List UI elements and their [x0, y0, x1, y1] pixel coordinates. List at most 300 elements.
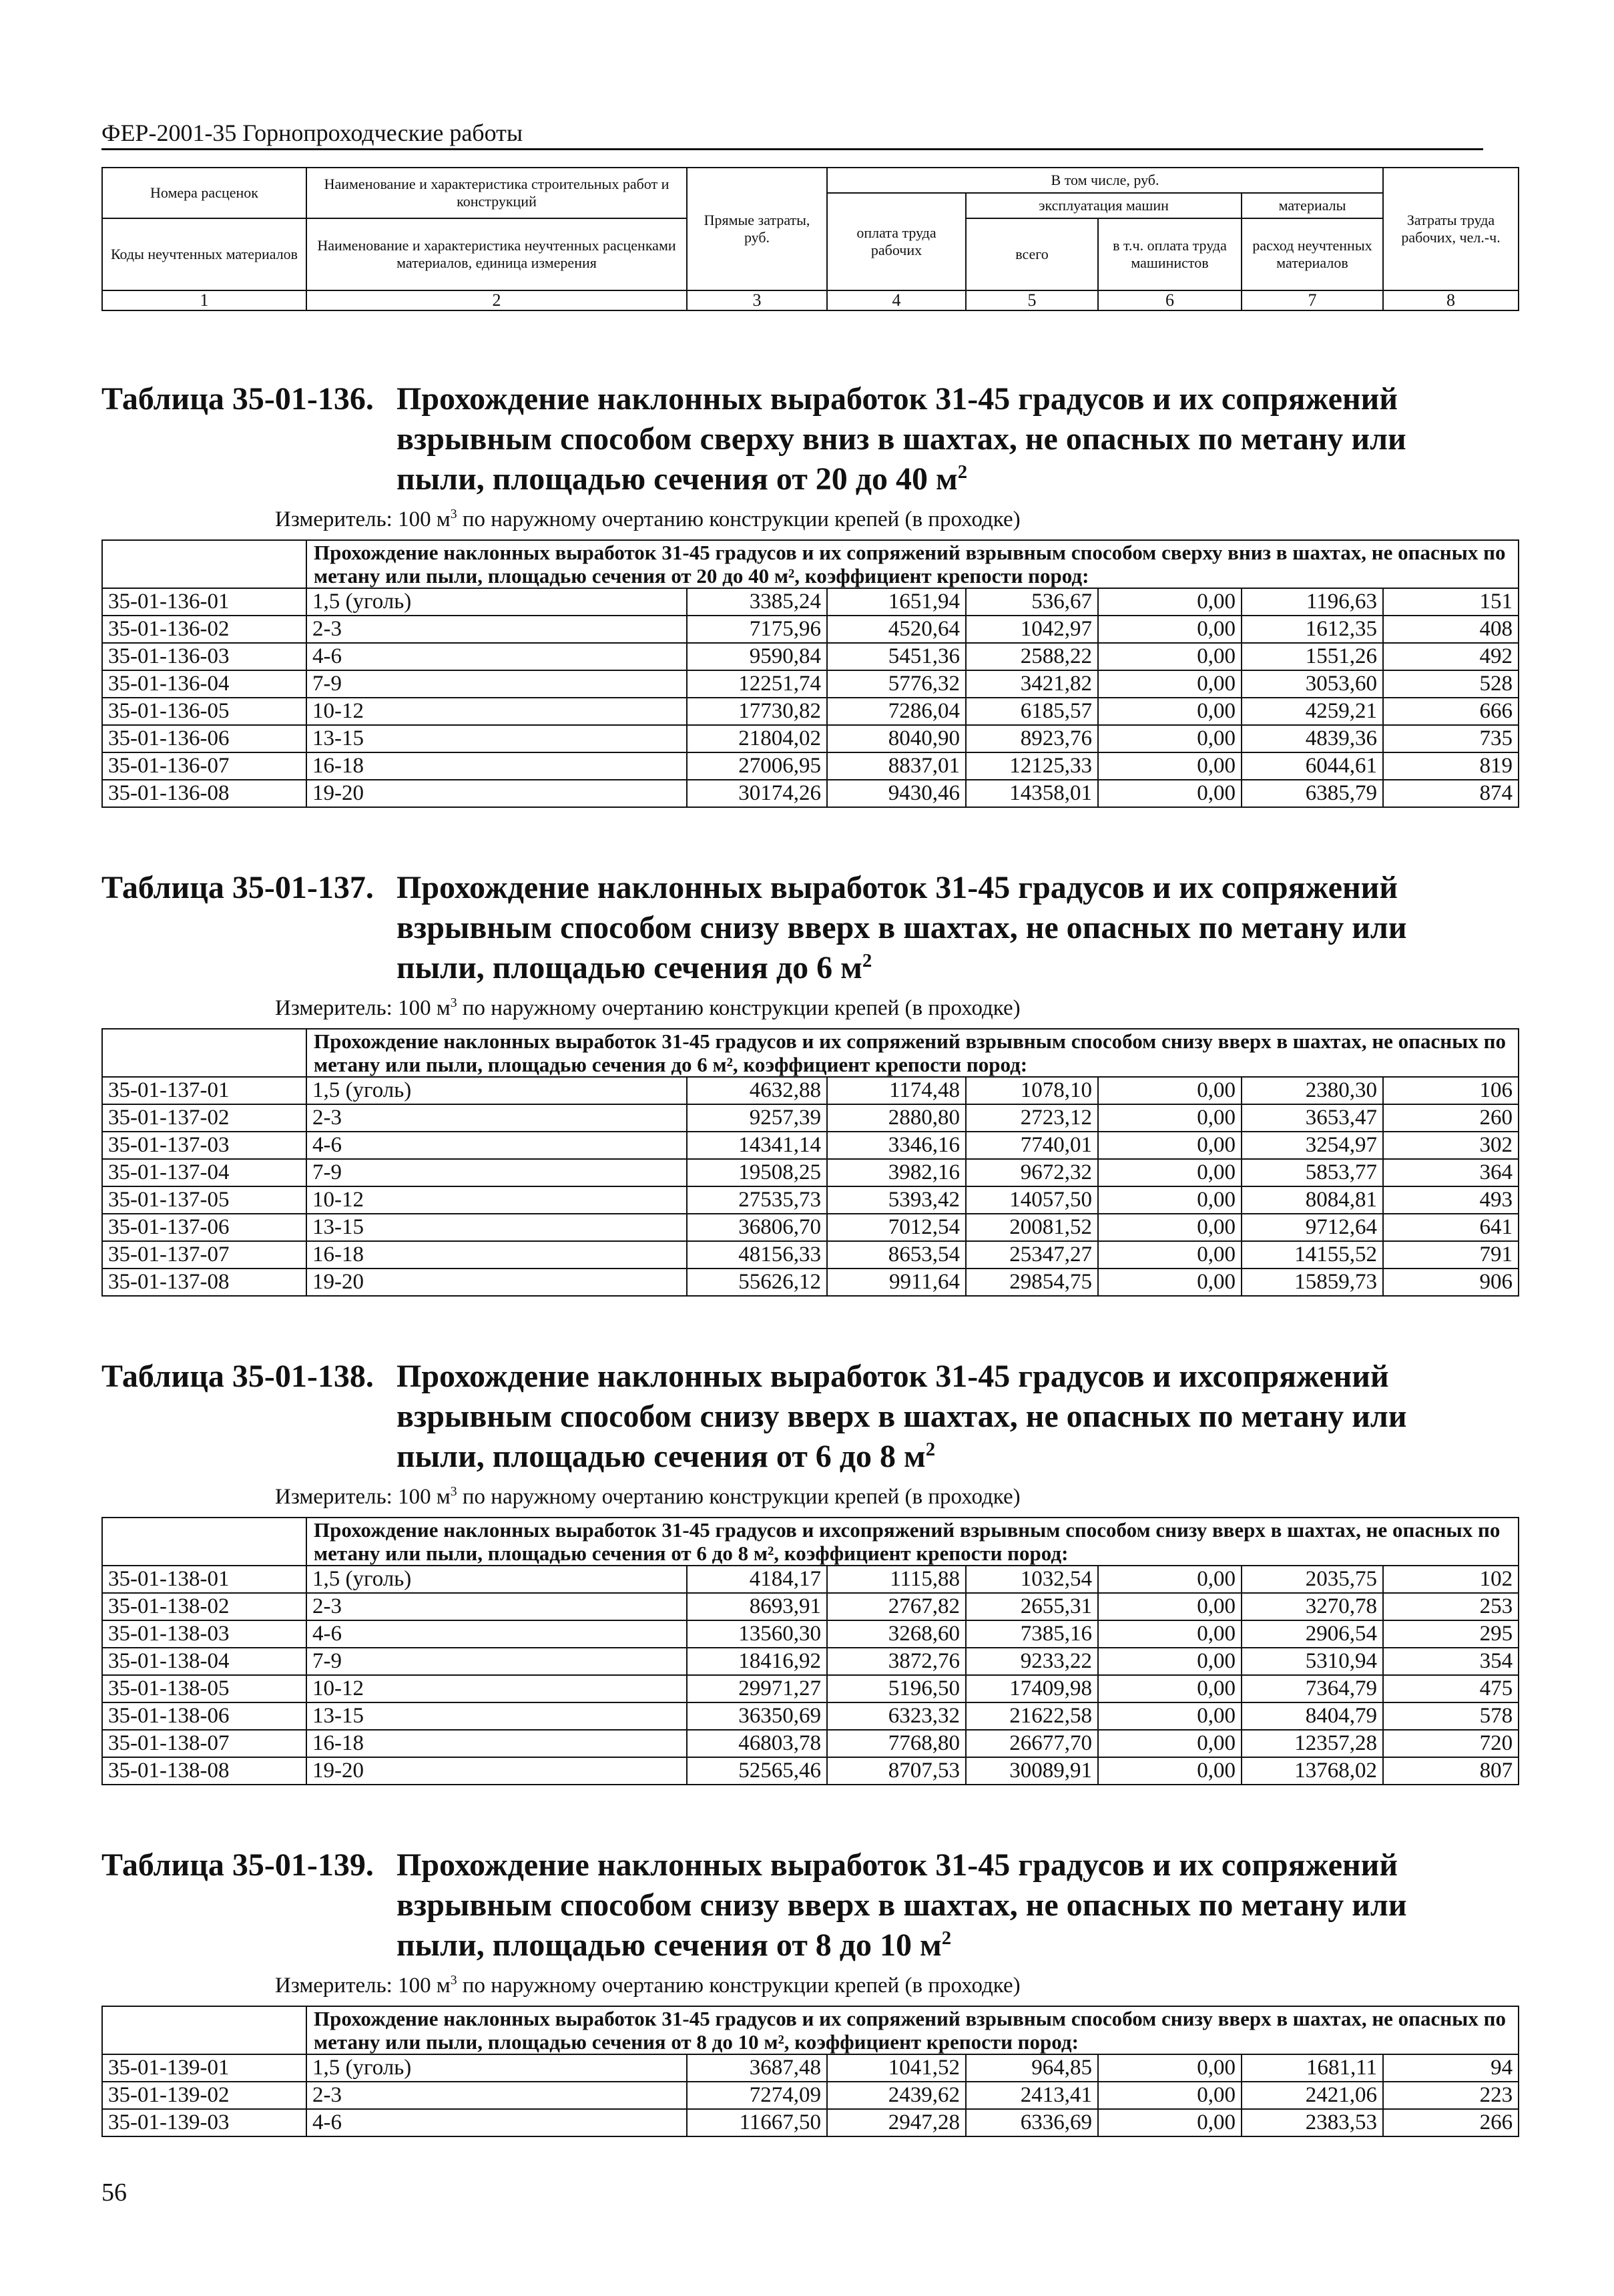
materials: 3053,60: [1242, 670, 1383, 698]
hardness-range: 1,5 (уголь): [306, 2054, 687, 2082]
table-number: Таблица 35-01-137.: [101, 870, 374, 905]
measure-unit: [275, 1974, 1021, 1998]
table-row: [102, 1159, 1519, 1186]
machines-total: 21622,58: [966, 1702, 1098, 1730]
rate-code: 35-01-138-03: [102, 1620, 306, 1648]
table-row: [102, 1730, 1519, 1757]
direct-costs: 4632,88: [687, 1077, 827, 1104]
header-labor-pay: оплата труда рабочих: [827, 193, 966, 290]
direct-costs: 36806,70: [687, 1214, 827, 1241]
machines-operators-pay: 0,00: [1098, 670, 1242, 698]
machines-operators-pay: 0,00: [1098, 1132, 1242, 1159]
labor-hours: 253: [1383, 1593, 1519, 1620]
machines-total: 9233,22: [966, 1648, 1098, 1675]
machines-operators-pay: 0,00: [1098, 1620, 1242, 1648]
machines-total: 3421,82: [966, 670, 1098, 698]
hardness-range: 13-15: [306, 725, 687, 752]
rate-code: 35-01-136-07: [102, 752, 306, 780]
machines-operators-pay: 0,00: [1098, 1159, 1242, 1186]
labor-pay: 8707,53: [827, 1757, 966, 1785]
direct-costs: 9257,39: [687, 1104, 827, 1132]
machines-total: 1078,10: [966, 1077, 1098, 1104]
table-row: [102, 616, 1519, 643]
machines-operators-pay: 0,00: [1098, 1077, 1242, 1104]
materials: 2906,54: [1242, 1620, 1383, 1648]
machines-total: 2413,41: [966, 2082, 1098, 2109]
header-number: 4: [827, 290, 966, 310]
direct-costs: 55626,12: [687, 1269, 827, 1296]
machines-total: 30089,91: [966, 1757, 1098, 1785]
labor-pay: 3268,60: [827, 1620, 966, 1648]
group-empty-cell: [102, 1518, 306, 1566]
machines-total: 14358,01: [966, 780, 1098, 807]
table-number: Таблица 35-01-139.: [101, 1847, 374, 1883]
table-row: [102, 1648, 1519, 1675]
rate-code: 35-01-136-03: [102, 643, 306, 670]
measure-unit: [275, 996, 1021, 1021]
machines-total: 17409,98: [966, 1675, 1098, 1702]
labor-pay: 3872,76: [827, 1648, 966, 1675]
header-number: 8: [1383, 290, 1519, 310]
materials: 14155,52: [1242, 1241, 1383, 1269]
header-number: 6: [1098, 290, 1242, 310]
direct-costs: 7274,09: [687, 2082, 827, 2109]
group-row: [102, 1518, 1519, 1566]
rate-code: 35-01-138-05: [102, 1675, 306, 1702]
hardness-range: 4-6: [306, 643, 687, 670]
table-row: [102, 1269, 1519, 1296]
materials: 2421,06: [1242, 2082, 1383, 2109]
direct-costs: 21804,02: [687, 725, 827, 752]
rate-code: 35-01-138-07: [102, 1730, 306, 1757]
group-empty-cell: [102, 2006, 306, 2054]
rate-code: 35-01-137-02: [102, 1104, 306, 1132]
machines-operators-pay: 0,00: [1098, 643, 1242, 670]
machines-total: 1042,97: [966, 616, 1098, 643]
rate-code: 35-01-138-01: [102, 1566, 306, 1593]
table-row: [102, 1620, 1519, 1648]
labor-hours: 302: [1383, 1132, 1519, 1159]
labor-pay: 5776,32: [827, 670, 966, 698]
machines-operators-pay: 0,00: [1098, 2109, 1242, 2136]
measure-suffix: по наружному очертанию конструкции крепей (в проходке): [457, 1974, 1021, 1998]
direct-costs: 3687,48: [687, 2054, 827, 2082]
materials: 2035,75: [1242, 1566, 1383, 1593]
labor-pay: 3346,16: [827, 1132, 966, 1159]
machines-operators-pay: 0,00: [1098, 588, 1242, 616]
machines-operators-pay: 0,00: [1098, 1104, 1242, 1132]
materials: 1196,63: [1242, 588, 1383, 616]
machines-total: 6185,57: [966, 698, 1098, 725]
table-row: [102, 698, 1519, 725]
table-row: [102, 643, 1519, 670]
materials: 6385,79: [1242, 780, 1383, 807]
direct-costs: 7175,96: [687, 616, 827, 643]
machines-operators-pay: 0,00: [1098, 1186, 1242, 1214]
header-number: 7: [1242, 290, 1383, 310]
direct-costs: 9590,84: [687, 643, 827, 670]
hardness-range: 19-20: [306, 1757, 687, 1785]
machines-total: 9672,32: [966, 1159, 1098, 1186]
hardness-range: 19-20: [306, 1269, 687, 1296]
labor-hours: 266: [1383, 2109, 1519, 2136]
labor-pay: 5451,36: [827, 643, 966, 670]
table-title-superscript: 2: [862, 950, 872, 971]
labor-hours: 791: [1383, 1241, 1519, 1269]
table-row: [102, 1675, 1519, 1702]
machines-operators-pay: 0,00: [1098, 2054, 1242, 2082]
table-row: [102, 1757, 1519, 1785]
machines-operators-pay: 0,00: [1098, 698, 1242, 725]
labor-pay: 9911,64: [827, 1269, 966, 1296]
labor-pay: 2767,82: [827, 1593, 966, 1620]
table-row: [102, 1132, 1519, 1159]
table-title: [101, 868, 1490, 985]
machines-total: 8923,76: [966, 725, 1098, 752]
labor-hours: 223: [1383, 2082, 1519, 2109]
labor-pay: 6323,32: [827, 1702, 966, 1730]
labor-hours: 528: [1383, 670, 1519, 698]
header-material-name: Наименование и характеристика неучтенных расценками материалов, единица измерения: [306, 218, 687, 290]
labor-hours: 260: [1383, 1104, 1519, 1132]
machines-operators-pay: 0,00: [1098, 1730, 1242, 1757]
machines-total: 26677,70: [966, 1730, 1098, 1757]
materials: 3270,78: [1242, 1593, 1383, 1620]
direct-costs: 14341,14: [687, 1132, 827, 1159]
hardness-range: 7-9: [306, 670, 687, 698]
measure-prefix: Измеритель: 100 м: [275, 996, 451, 1020]
measure-superscript: 3: [450, 1973, 457, 1988]
measure-prefix: Измеритель: 100 м: [275, 1485, 451, 1509]
materials: 9712,64: [1242, 1214, 1383, 1241]
labor-pay: 7768,80: [827, 1730, 966, 1757]
labor-pay: 1651,94: [827, 588, 966, 616]
header-number: 2: [306, 290, 687, 310]
table-row: [102, 588, 1519, 616]
labor-pay: 2880,80: [827, 1104, 966, 1132]
direct-costs: 4184,17: [687, 1566, 827, 1593]
header-work-name: Наименование и характеристика строительных работ и конструкций: [306, 168, 687, 218]
column-header-table: [101, 167, 1519, 311]
labor-hours: 492: [1383, 643, 1519, 670]
direct-costs: 13560,30: [687, 1620, 827, 1648]
measure-superscript: 3: [450, 1484, 457, 1499]
machines-total: 2723,12: [966, 1104, 1098, 1132]
machines-total: 20081,52: [966, 1214, 1098, 1241]
machines-total: 14057,50: [966, 1186, 1098, 1214]
group-row: [102, 540, 1519, 588]
materials: 2383,53: [1242, 2109, 1383, 2136]
labor-pay: 7012,54: [827, 1214, 966, 1241]
machines-operators-pay: 0,00: [1098, 616, 1242, 643]
hardness-range: 13-15: [306, 1702, 687, 1730]
hardness-range: 1,5 (уголь): [306, 1077, 687, 1104]
labor-pay: 5196,50: [827, 1675, 966, 1702]
table-row: [102, 1566, 1519, 1593]
header-number: 3: [687, 290, 827, 310]
table-row: [102, 752, 1519, 780]
header-materials-unaccounted: расход неучтенных материалов: [1242, 218, 1383, 290]
rate-code: 35-01-138-04: [102, 1648, 306, 1675]
rate-code: 35-01-137-03: [102, 1132, 306, 1159]
direct-costs: 12251,74: [687, 670, 827, 698]
labor-pay: 4520,64: [827, 616, 966, 643]
machines-operators-pay: 0,00: [1098, 725, 1242, 752]
table-row: [102, 1593, 1519, 1620]
hardness-range: 2-3: [306, 2082, 687, 2109]
rate-table: [101, 2006, 1519, 2137]
header-number: 1: [102, 290, 306, 310]
hardness-range: 4-6: [306, 2109, 687, 2136]
hardness-range: 2-3: [306, 1104, 687, 1132]
table-row: [102, 780, 1519, 807]
hardness-range: 13-15: [306, 1214, 687, 1241]
group-heading: Прохождение наклонных выработок 31-45 градусов и ихсопряжений взрывным способом снизу вверх в шахтах, не опасных по метану или пыли, площадью сечения от 6 до 8 м², коэффициент крепости пород:: [306, 1518, 1519, 1566]
materials: 3653,47: [1242, 1104, 1383, 1132]
measure-suffix: по наружному очертанию конструкции крепей (в проходке): [457, 507, 1021, 531]
labor-hours: 94: [1383, 2054, 1519, 2082]
rate-table: [101, 1028, 1519, 1297]
labor-hours: 106: [1383, 1077, 1519, 1104]
labor-pay: 7286,04: [827, 698, 966, 725]
table-number: Таблица 35-01-138.: [101, 1359, 374, 1394]
direct-costs: 17730,82: [687, 698, 827, 725]
table-title-text: [396, 379, 1485, 499]
machines-operators-pay: 0,00: [1098, 1675, 1242, 1702]
labor-hours: 475: [1383, 1675, 1519, 1702]
labor-pay: 2947,28: [827, 2109, 966, 2136]
direct-costs: 52565,46: [687, 1757, 827, 1785]
direct-costs: 11667,50: [687, 2109, 827, 2136]
rate-table: [101, 1517, 1519, 1785]
table-row: [102, 725, 1519, 752]
hardness-range: 4-6: [306, 1132, 687, 1159]
hardness-range: 16-18: [306, 752, 687, 780]
labor-pay: 9430,46: [827, 780, 966, 807]
labor-pay: 1174,48: [827, 1077, 966, 1104]
table-row: [102, 2082, 1519, 2109]
hardness-range: 10-12: [306, 1675, 687, 1702]
measure-superscript: 3: [450, 507, 457, 521]
materials: 1681,11: [1242, 2054, 1383, 2082]
machines-total: 29854,75: [966, 1269, 1098, 1296]
direct-costs: 18416,92: [687, 1648, 827, 1675]
direct-costs: 46803,78: [687, 1730, 827, 1757]
rate-code: 35-01-139-02: [102, 2082, 306, 2109]
machines-operators-pay: 0,00: [1098, 1593, 1242, 1620]
labor-hours: 151: [1383, 588, 1519, 616]
machines-total: 7385,16: [966, 1620, 1098, 1648]
group-row: [102, 2006, 1519, 2054]
table-title-superscript: 2: [925, 1439, 936, 1460]
measure-prefix: Измеритель: 100 м: [275, 507, 451, 531]
labor-hours: 720: [1383, 1730, 1519, 1757]
materials: 4839,36: [1242, 725, 1383, 752]
direct-costs: 29971,27: [687, 1675, 827, 1702]
machines-total: 1032,54: [966, 1566, 1098, 1593]
rate-code: 35-01-136-06: [102, 725, 306, 752]
header-including: В том числе, руб.: [827, 168, 1383, 193]
table-title: [101, 379, 1490, 497]
machines-total: 964,85: [966, 2054, 1098, 2082]
direct-costs: 30174,26: [687, 780, 827, 807]
hardness-range: 10-12: [306, 1186, 687, 1214]
labor-hours: 906: [1383, 1269, 1519, 1296]
labor-hours: 408: [1383, 616, 1519, 643]
rate-code: 35-01-138-02: [102, 1593, 306, 1620]
machines-total: 25347,27: [966, 1241, 1098, 1269]
machines-total: 536,67: [966, 588, 1098, 616]
header-rate-numbers: Номера расценок: [102, 168, 306, 218]
machines-operators-pay: 0,00: [1098, 752, 1242, 780]
table-row: [102, 1241, 1519, 1269]
labor-pay: 1041,52: [827, 2054, 966, 2082]
group-empty-cell: [102, 540, 306, 588]
group-heading: Прохождение наклонных выработок 31-45 градусов и их сопряжений взрывным способом снизу вверх в шахтах, не опасных по метану или пыли, площадью сечения от 8 до 10 м², коэффициент крепости пород:: [306, 2006, 1519, 2054]
hardness-range: 1,5 (уголь): [306, 588, 687, 616]
group-empty-cell: [102, 1029, 306, 1077]
labor-hours: 295: [1383, 1620, 1519, 1648]
labor-hours: 364: [1383, 1159, 1519, 1186]
materials: 6044,61: [1242, 752, 1383, 780]
table-title-text: [396, 1357, 1485, 1477]
table-row: [102, 2109, 1519, 2136]
page-number: 56: [101, 2178, 127, 2207]
hardness-range: 7-9: [306, 1648, 687, 1675]
materials: 1551,26: [1242, 643, 1383, 670]
rate-code: 35-01-138-06: [102, 1702, 306, 1730]
machines-operators-pay: 0,00: [1098, 1757, 1242, 1785]
table-row: [102, 1186, 1519, 1214]
table-row: [102, 1702, 1519, 1730]
direct-costs: 8693,91: [687, 1593, 827, 1620]
materials: 1612,35: [1242, 616, 1383, 643]
machines-operators-pay: 0,00: [1098, 780, 1242, 807]
table-number: Таблица 35-01-136.: [101, 381, 374, 417]
labor-pay: 1115,88: [827, 1566, 966, 1593]
rate-code: 35-01-138-08: [102, 1757, 306, 1785]
labor-hours: 354: [1383, 1648, 1519, 1675]
hardness-range: 7-9: [306, 1159, 687, 1186]
table-row: [102, 1104, 1519, 1132]
header-machines: эксплуатация машин: [966, 193, 1242, 218]
rate-code: 35-01-136-08: [102, 780, 306, 807]
materials: 7364,79: [1242, 1675, 1383, 1702]
labor-pay: 2439,62: [827, 2082, 966, 2109]
rate-code: 35-01-139-03: [102, 2109, 306, 2136]
measure-superscript: 3: [450, 995, 457, 1010]
materials: 13768,02: [1242, 1757, 1383, 1785]
materials: 4259,21: [1242, 698, 1383, 725]
measure-prefix: Измеритель: 100 м: [275, 1974, 451, 1998]
machines-operators-pay: 0,00: [1098, 1269, 1242, 1296]
group-row: [102, 1029, 1519, 1077]
hardness-range: 2-3: [306, 1593, 687, 1620]
hardness-range: 16-18: [306, 1241, 687, 1269]
machines-total: 2655,31: [966, 1593, 1098, 1620]
hardness-range: 4-6: [306, 1620, 687, 1648]
rate-code: 35-01-137-04: [102, 1159, 306, 1186]
machines-total: 12125,33: [966, 752, 1098, 780]
measure-suffix: по наружному очертанию конструкции крепей (в проходке): [457, 996, 1021, 1020]
rate-code: 35-01-139-01: [102, 2054, 306, 2082]
rate-code: 35-01-136-01: [102, 588, 306, 616]
direct-costs: 27535,73: [687, 1186, 827, 1214]
hardness-range: 16-18: [306, 1730, 687, 1757]
labor-hours: 666: [1383, 698, 1519, 725]
running-head: ФЕР-2001-35 Горнопроходческие работы: [101, 120, 523, 146]
header-labor-cost: Затраты труда рабочих, чел.-ч.: [1383, 168, 1519, 290]
machines-operators-pay: 0,00: [1098, 1702, 1242, 1730]
machines-operators-pay: 0,00: [1098, 1648, 1242, 1675]
group-heading: Прохождение наклонных выработок 31-45 градусов и их сопряжений взрывным способом сверху вниз в шахтах, не опасных по метану или пыли, площадью сечения от 20 до 40 м², коэффициент крепости пород:: [306, 540, 1519, 588]
direct-costs: 27006,95: [687, 752, 827, 780]
direct-costs: 3385,24: [687, 588, 827, 616]
rate-code: 35-01-136-05: [102, 698, 306, 725]
hardness-range: 2-3: [306, 616, 687, 643]
labor-pay: 8653,54: [827, 1241, 966, 1269]
table-row: [102, 2054, 1519, 2082]
measure-unit: [275, 1485, 1021, 1510]
materials: 8404,79: [1242, 1702, 1383, 1730]
machines-total: 7740,01: [966, 1132, 1098, 1159]
rate-code: 35-01-137-08: [102, 1269, 306, 1296]
materials: 5310,94: [1242, 1648, 1383, 1675]
table-row: [102, 670, 1519, 698]
machines-total: 2588,22: [966, 643, 1098, 670]
table-title-text: [396, 868, 1485, 988]
rate-code: 35-01-137-07: [102, 1241, 306, 1269]
direct-costs: 48156,33: [687, 1241, 827, 1269]
hardness-range: 19-20: [306, 780, 687, 807]
direct-costs: 19508,25: [687, 1159, 827, 1186]
measure-suffix: по наружному очертанию конструкции крепей (в проходке): [457, 1485, 1021, 1509]
direct-costs: 36350,69: [687, 1702, 827, 1730]
header-direct-costs: Прямые затраты, руб.: [687, 168, 827, 290]
machines-operators-pay: 0,00: [1098, 2082, 1242, 2109]
labor-hours: 819: [1383, 752, 1519, 780]
materials: 2380,30: [1242, 1077, 1383, 1104]
machines-operators-pay: 0,00: [1098, 1214, 1242, 1241]
labor-pay: 5393,42: [827, 1186, 966, 1214]
labor-hours: 641: [1383, 1214, 1519, 1241]
table-title-superscript: 2: [941, 1927, 952, 1949]
materials: 12357,28: [1242, 1730, 1383, 1757]
group-heading: Прохождение наклонных выработок 31-45 градусов и их сопряжений взрывным способом снизу вверх в шахтах, не опасных по метану или пыли, площадью сечения до 6 м², коэффициент крепости пород:: [306, 1029, 1519, 1077]
rate-table: [101, 539, 1519, 808]
table-title-superscript: 2: [957, 461, 968, 483]
rate-code: 35-01-137-06: [102, 1214, 306, 1241]
header-machines-operators: в т.ч. оплата труда машинистов: [1098, 218, 1242, 290]
materials: 5853,77: [1242, 1159, 1383, 1186]
table-title-text-main: Прохождение наклонных выработок 31-45 градусов и их сопряжений взрывным способом снизу вверх в шахтах, не опасных по метану или пыли, площадью сечения от 8 до 10 м: [396, 1847, 1407, 1963]
table-title-text: [396, 1845, 1485, 1966]
materials: 15859,73: [1242, 1269, 1383, 1296]
labor-pay: 3982,16: [827, 1159, 966, 1186]
rate-code: 35-01-136-04: [102, 670, 306, 698]
rate-code: 35-01-137-05: [102, 1186, 306, 1214]
table-title-text-main: Прохождение наклонных выработок 31-45 градусов и их сопряжений взрывным способом сверху вниз в шахтах, не опасных по метану или пыли, площадью сечения от 20 до 40 м: [396, 381, 1406, 497]
header-materials: материалы: [1242, 193, 1383, 218]
table-title: [101, 1845, 1490, 1963]
machines-operators-pay: 0,00: [1098, 1566, 1242, 1593]
hardness-range: 10-12: [306, 698, 687, 725]
materials: 8084,81: [1242, 1186, 1383, 1214]
materials: 3254,97: [1242, 1132, 1383, 1159]
machines-operators-pay: 0,00: [1098, 1241, 1242, 1269]
header-machines-total: всего: [966, 218, 1098, 290]
labor-hours: 578: [1383, 1702, 1519, 1730]
